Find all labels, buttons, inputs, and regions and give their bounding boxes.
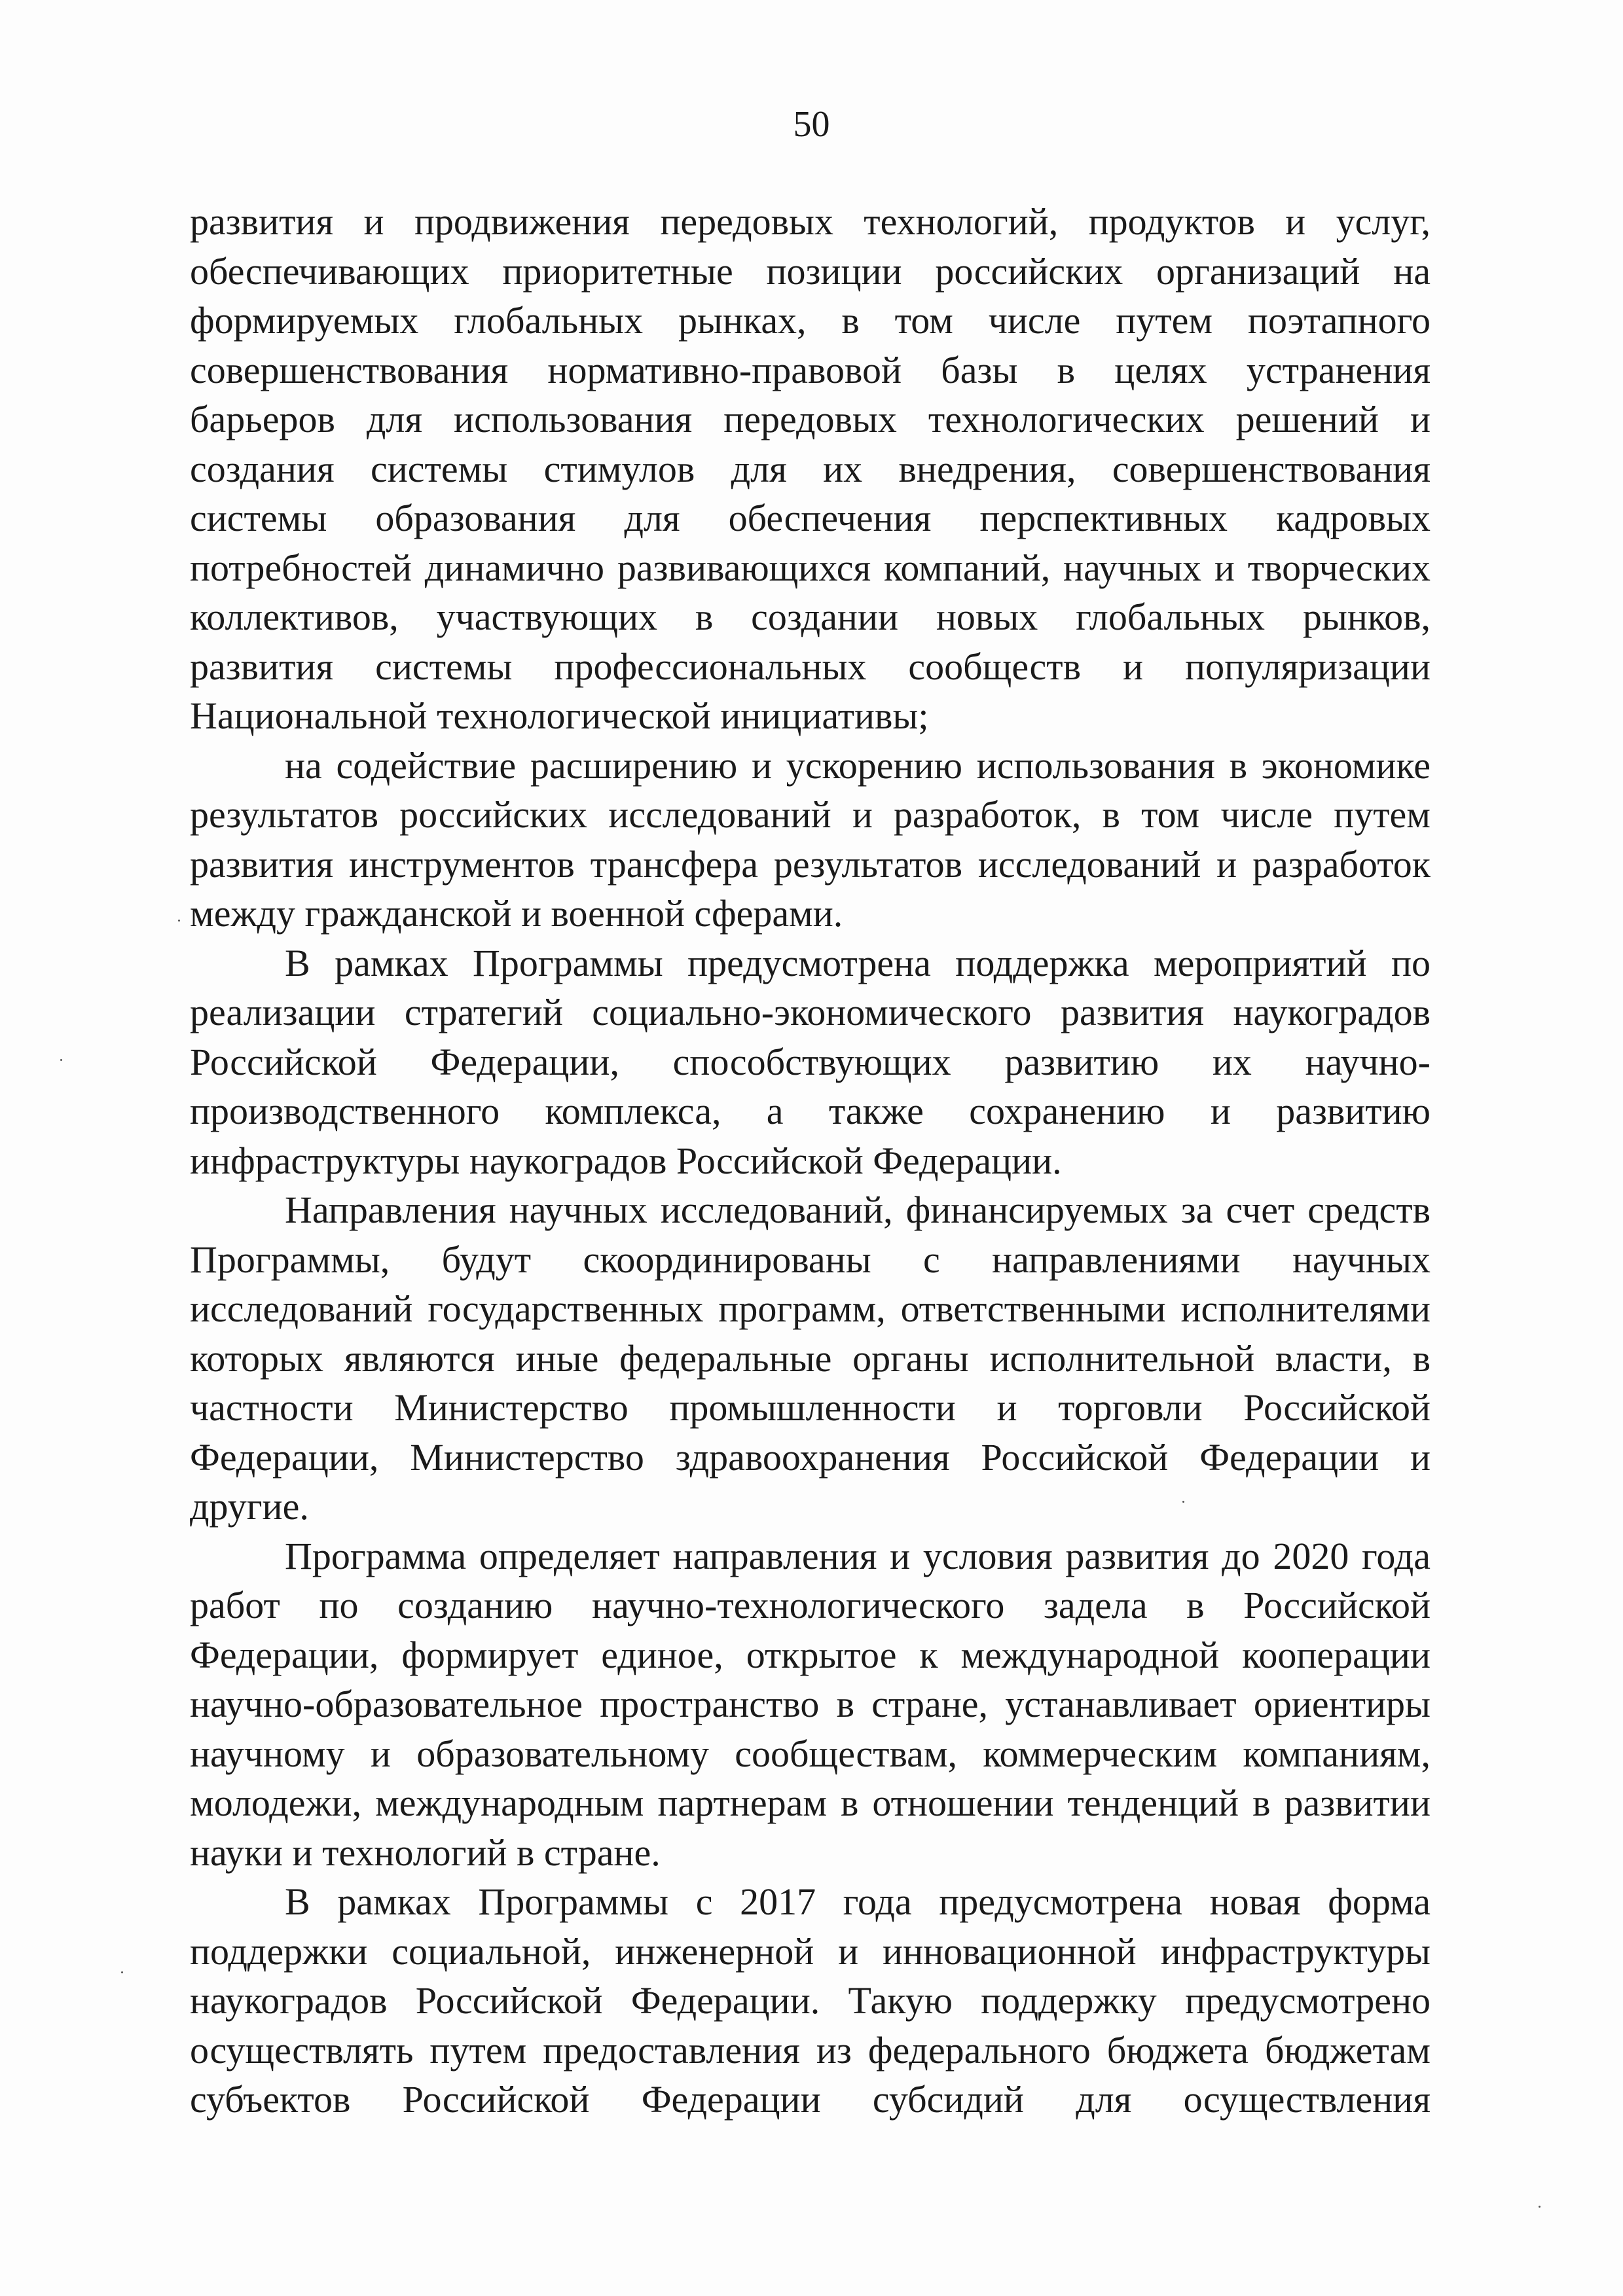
text-line: осуществлять путем предоставления из федерального бюджета бюджетам [190, 2029, 1431, 2072]
text-line: обеспечивающих приоритетные позиции российских организаций на [190, 250, 1431, 293]
text-line: частности Министерство промышленности и торговли Российской [190, 1386, 1431, 1429]
text-line: научно-образовательное пространство в стране, устанавливает ориентиры [190, 1683, 1431, 1725]
text-line: исследований государственных программ, ответственными исполнителями [190, 1287, 1431, 1330]
text-line: молодежи, международным партнерам в отношении тенденций в развитии [190, 1782, 1431, 1824]
text-line: системы образования для обеспечения перспективных кадровых [190, 497, 1431, 539]
text-line: коллективов, участвующих в создании новых глобальных рынков, [190, 596, 1431, 638]
text-line: работ по созданию научно-технологического задела в Российской [190, 1584, 1431, 1626]
scan-speck [178, 920, 180, 922]
text-line: развития и продвижения передовых технологий, продуктов и услуг, [190, 200, 1431, 243]
text-line: развития инструментов трансфера результатов исследований и разработок [190, 843, 1431, 886]
text-line: совершенствования нормативно-правовой базы в целях устранения [190, 349, 1431, 391]
text-line: реализации стратегий социально-экономического развития наукоградов [190, 991, 1431, 1033]
text-line: Национальной технологической инициативы; [190, 694, 929, 737]
scan-speck [60, 1059, 62, 1061]
text-line: Направления научных исследований, финансируемых за счет средств [285, 1189, 1431, 1231]
text-line: другие. [190, 1485, 309, 1528]
text-line: Российской Федерации, способствующих развитию их научно- [190, 1041, 1431, 1083]
text-line: которых являются иные федеральные органы исполнительной власти, в [190, 1337, 1431, 1380]
text-line: Программы, будут скоординированы с направлениями научных [190, 1238, 1431, 1281]
text-line: между гражданской и военной сферами. [190, 892, 843, 935]
text-line: Программа определяет направления и условия развития до 2020 года [285, 1535, 1431, 1577]
text-line: производственного комплекса, а также сохранению и развитию [190, 1090, 1431, 1132]
text-line: наукоградов Российской Федерации. Такую поддержку предусмотрено [190, 1979, 1431, 2022]
text-line: развития системы профессиональных сообществ и популяризации [190, 645, 1431, 688]
scan-speck [1182, 1501, 1184, 1503]
text-line: формируемых глобальных рынках, в том числе путем поэтапного [190, 299, 1431, 342]
page-number: 50 [793, 104, 830, 145]
text-line: на содействие расширению и ускорению использования в экономике [285, 744, 1431, 787]
text-line: создания системы стимулов для их внедрения, совершенствования [190, 448, 1431, 490]
text-line: потребностей динамично развивающихся компаний, научных и творческих [190, 547, 1431, 589]
scan-speck [121, 1971, 123, 1973]
text-line: субъектов Российской Федерации субсидий для осуществления [190, 2078, 1431, 2121]
text-line: науки и технологий в стране. [190, 1831, 661, 1874]
text-line: Федерации, Министерство здравоохранения Российской Федерации и [190, 1436, 1431, 1479]
text-line: результатов российских исследований и разработок, в том числе путем [190, 793, 1431, 836]
text-line: научному и образовательному сообществам, коммерческим компаниям, [190, 1732, 1431, 1775]
text-line: Федерации, формирует единое, открытое к международной кооперации [190, 1634, 1431, 1676]
text-line: инфраструктуры наукоградов Российской Федерации. [190, 1139, 1062, 1182]
text-line: В рамках Программы с 2017 года предусмотрена новая форма [285, 1880, 1431, 1923]
text-line: В рамках Программы предусмотрена поддержка мероприятий по [285, 942, 1431, 984]
text-line: поддержки социальной, инженерной и инновационной инфраструктуры [190, 1930, 1431, 1973]
text-line: барьеров для использования передовых технологических решений и [190, 398, 1431, 440]
scan-speck [1539, 2206, 1541, 2208]
